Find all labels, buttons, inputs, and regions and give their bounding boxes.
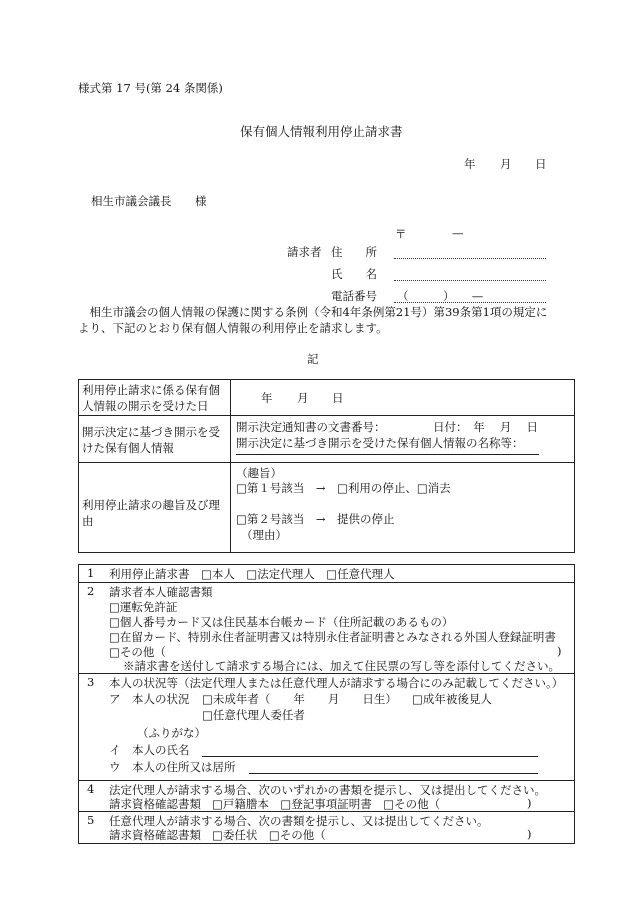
row2-label-cell (79, 416, 231, 463)
address-label: 住 所 (331, 245, 377, 259)
purpose-heading: （趣旨） (236, 466, 282, 480)
row2-underline (236, 454, 539, 455)
row1-year: 年 (261, 391, 273, 405)
principal-name-field[interactable] (202, 756, 538, 757)
section-5-title: 任意代理人が請求する場合、次の書類を提示し、又は提出してください。 (109, 814, 489, 828)
section-4-close-paren: ) (527, 796, 532, 810)
row3-label-line1: 利用停止請求の趣旨及び理 (82, 498, 220, 512)
section-3 (79, 674, 575, 781)
name-label: 氏 名 (331, 267, 377, 281)
principal-name-label: イ 本人の氏名 (109, 743, 190, 757)
section-1 (79, 565, 575, 583)
page-title: 保有個人情報利用停止請求書 (240, 124, 403, 139)
section-5 (79, 812, 575, 844)
verification-table (78, 564, 575, 844)
id-option-residence-card[interactable]: □在留カード、特別永住者証明書又は特別永住者証明書とみなされる外国人登録証明書 (109, 630, 556, 644)
id-option-license[interactable]: □運転免許証 (109, 600, 178, 614)
purpose-option-2[interactable]: □第２号該当 → 提供の停止 (236, 512, 395, 526)
date-year: 年 (464, 157, 476, 171)
addressee-honorific: 様 (195, 194, 207, 208)
intro-line-2: より、下記のとおり保有個人情報の利用停止を請求します。 (78, 321, 388, 335)
principal-status-label: ア 本人の状況 (109, 692, 190, 706)
section-5-number: 5 (87, 813, 95, 827)
disclosure-date-field[interactable] (231, 380, 575, 416)
row2-label-line2: けた保有個人情報 (82, 441, 174, 455)
reason-heading: （理由） (241, 528, 287, 542)
requester-label: 請求者 (287, 245, 322, 259)
id-other-close-paren: ) (557, 644, 562, 658)
row3-label-line2: 由 (82, 514, 94, 528)
section-2-number: 2 (87, 584, 95, 598)
row1-day: 日 (332, 391, 344, 405)
row1-label-cell (79, 380, 231, 416)
purpose-reason-field[interactable] (231, 463, 575, 553)
purpose-option-1[interactable]: □第１号該当 → □利用の停止、□消去 (236, 481, 451, 495)
principal-mandator-option[interactable]: □任意代理人委任者 (202, 708, 305, 722)
section-2-title: 請求者本人確認書類 (109, 585, 213, 599)
phone-label: 電話番号 (331, 289, 377, 303)
principal-address-label: ウ 本人の住所又は居所 (109, 760, 236, 774)
name-field[interactable] (394, 280, 546, 281)
row2-doc-number-label: 開示決定通知書の文書番号： (236, 420, 386, 434)
row1-month: 月 (297, 391, 309, 405)
disclosed-info-field[interactable] (231, 416, 575, 463)
section-2 (79, 583, 575, 674)
principal-address-field[interactable] (249, 773, 538, 774)
id-option-other[interactable]: □その他（ (109, 645, 166, 659)
section-4-title: 法定代理人が請求する場合、次のいずれかの書類を提示し、又は提出してください。 (109, 783, 546, 797)
row1-label-line2: 人情報の開示を受けた日 (82, 399, 209, 413)
furigana-label: （ふりがな） (137, 726, 206, 740)
row2-date-label: 日付： 年 月 日 (433, 420, 539, 434)
section-4-docs-label: 請求資格確認書類 (109, 797, 201, 811)
postal-mark: 〒 (395, 227, 407, 241)
postal-dash: — (452, 226, 464, 240)
row1-label-line1: 利用停止請求に係る保有個 (82, 383, 220, 397)
section-3-title: 本人の状況等（法定代理人または任意代理人が請求する場合にのみ記載してください。） (109, 676, 564, 690)
intro-line-1: 相生市議会の個人情報の保護に関する条例（令和4年条例第21号）第39条第1項の規定に (78, 305, 548, 319)
address-field[interactable] (394, 258, 546, 259)
row3-label-cell (79, 463, 231, 553)
section-2-note: ※請求書を送付して請求する場合には、加えて住民票の写し等を添付してください。 (123, 659, 560, 673)
requester-type-options[interactable]: 利用停止請求書 □本人 □法定代理人 □任意代理人 (109, 567, 395, 581)
addressee-name: 相生市議会議長 (91, 194, 172, 208)
principal-minor-option[interactable]: □未成年者（ 年 月 日生） (202, 692, 397, 706)
ki-heading: 記 (307, 352, 319, 366)
section-1-number: 1 (87, 566, 95, 580)
section-4-number: 4 (87, 782, 95, 796)
row2-label-line1: 開示決定に基づき開示を受 (82, 425, 220, 439)
phone-field[interactable] (394, 302, 546, 303)
date-day: 日 (535, 157, 547, 171)
principal-ward-option[interactable]: □成年被後見人 (412, 692, 492, 706)
section-3-number: 3 (87, 675, 95, 689)
section-5-doc-options[interactable]: □委任状 □その他（ (212, 828, 326, 842)
phone-format: （ ） — (397, 289, 484, 303)
row2-name-label: 開示決定に基づき開示を受けた保有個人情報の名称等： (236, 436, 524, 450)
form-number: 様式第 17 号(第 24 条関係) (78, 81, 223, 95)
id-option-mynumber[interactable]: □個人番号カード又は住民基本台帳カード（住所記載のあるもの） (109, 615, 454, 629)
section-4 (79, 781, 575, 812)
section-4-doc-options[interactable]: □戸籍謄本 □登記事項証明書 □その他（ (212, 797, 441, 811)
request-details-table (78, 379, 575, 553)
section-5-docs-label: 請求資格確認書類 (109, 828, 201, 842)
section-5-close-paren: ) (527, 827, 532, 841)
date-month: 月 (500, 157, 512, 171)
